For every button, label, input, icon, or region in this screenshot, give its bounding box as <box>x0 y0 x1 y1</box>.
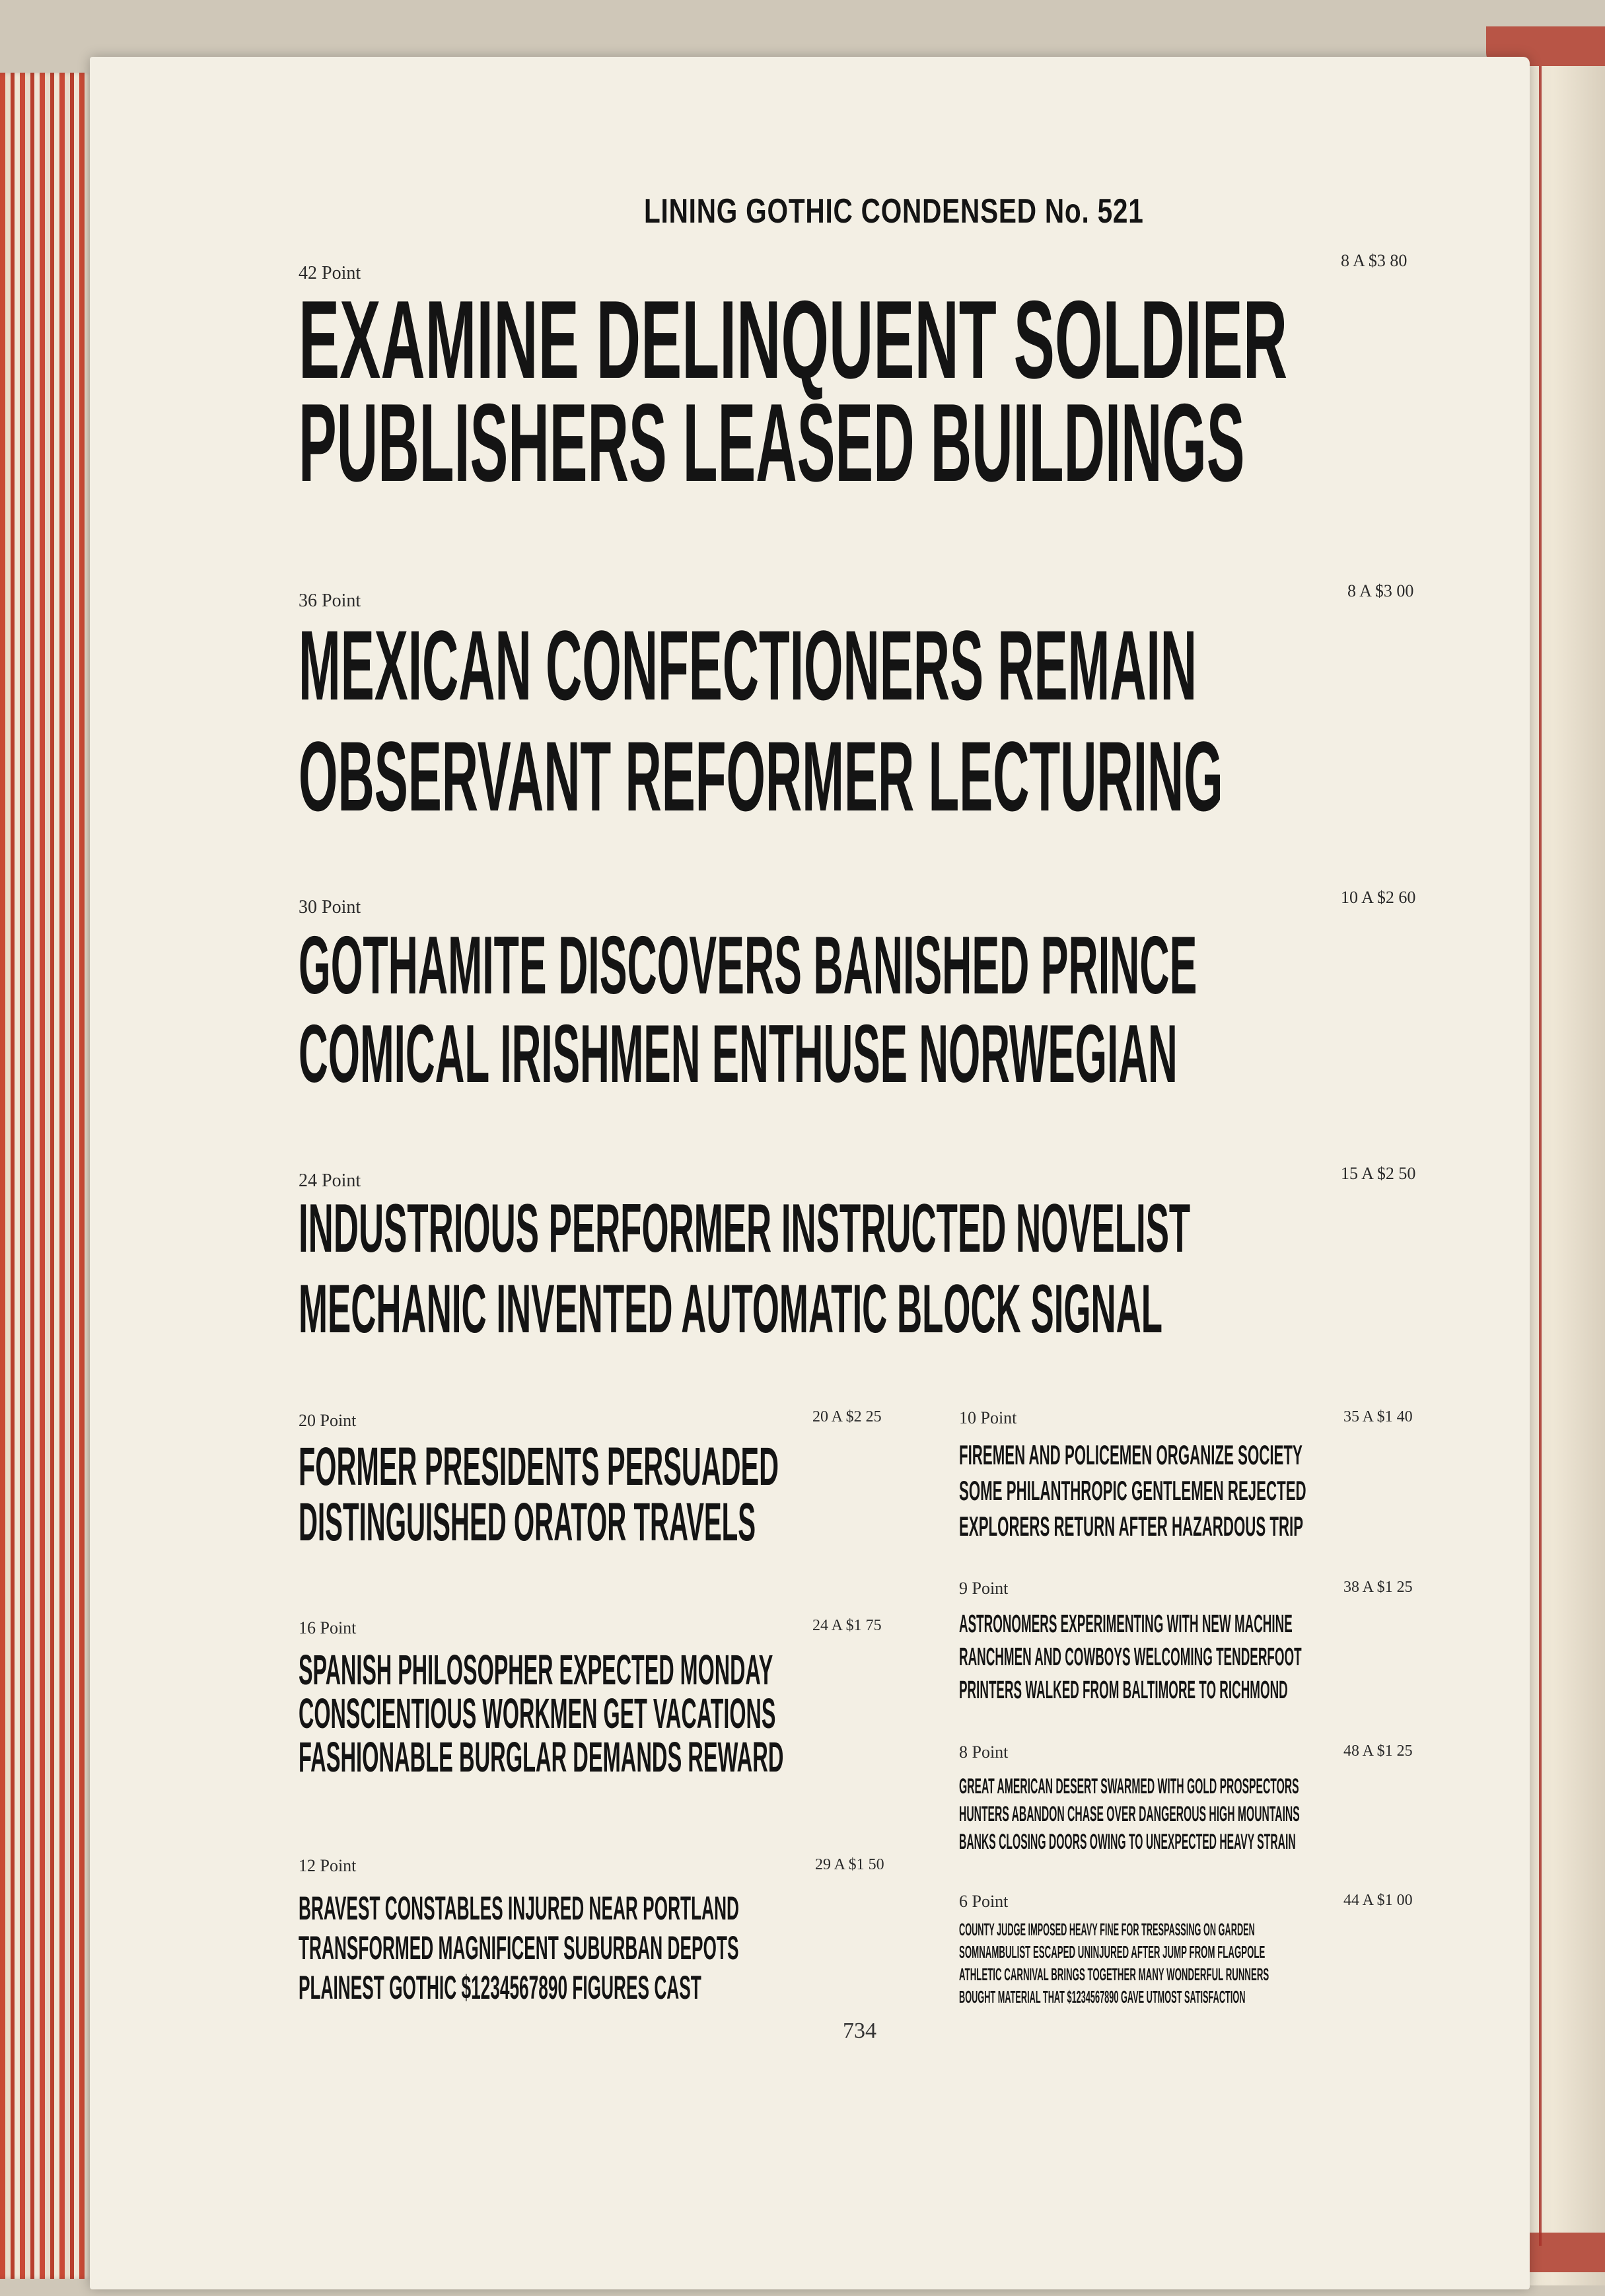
specimen-line: PRINTERS WALKED FROM BALTIMORE TO RICHMOND <box>959 1676 1288 1704</box>
size-label: 8 Point <box>959 1742 1009 1762</box>
page-title: LINING GOTHIC CONDENSED No. 521 <box>644 192 1144 231</box>
page-number: 734 <box>843 2019 876 2043</box>
price-label: 8 A $3 00 <box>1347 581 1414 600</box>
specimen-line: GOTHAMITE DISCOVERS BANISHED PRINCE <box>299 920 1197 1011</box>
size-label: 6 Point <box>959 1892 1009 1911</box>
specimen-line: MEXICAN CONFECTIONERS REMAIN <box>299 610 1197 721</box>
specimen-line: COUNTY JUDGE IMPOSED HEAVY FINE FOR TRESPASSING ON GARDEN <box>959 1919 1255 1939</box>
price-label: 48 A $1 25 <box>1343 1742 1413 1760</box>
specimen-8pt <box>959 1776 1605 1852</box>
specimen-line: FIREMEN AND POLICEMEN ORGANIZE SOCIETY <box>959 1439 1302 1470</box>
specimen-line: INDUSTRIOUS PERFORMER INSTRUCTED NOVELIST <box>299 1190 1191 1267</box>
specimen-line: RANCHMEN AND COWBOYS WELCOMING TENDERFOOT <box>959 1643 1302 1671</box>
specimen-line: BOUGHT MATERIAL THAT $1234567890 GAVE UTMOST SATISFACTION <box>959 1987 1246 2007</box>
specimen-line: MECHANIC INVENTED AUTOMATIC BLOCK SIGNAL <box>299 1271 1163 1347</box>
specimen-line: CONSCIENTIOUS WORKMEN GET VACATIONS <box>299 1690 776 1737</box>
size-label: 30 Point <box>299 897 361 917</box>
specimen-line: OBSERVANT REFORMER LECTURING <box>299 721 1223 832</box>
specimen-line: COMICAL IRISHMEN ENTHUSE NORWEGIAN <box>299 1009 1178 1100</box>
specimen-line: ATHLETIC CARNIVAL BRINGS TOGETHER MANY WONDERFUL RUNNERS <box>959 1964 1269 1984</box>
specimen-line: PLAINEST GOTHIC $1234567890 FIGURES CAST <box>299 1969 701 2006</box>
size-label: 42 Point <box>299 263 361 283</box>
specimen-line: DISTINGUISHED ORATOR TRAVELS <box>299 1492 756 1552</box>
price-label: 44 A $1 00 <box>1343 1892 1413 1909</box>
specimen-line: BANKS CLOSING DOORS OWING TO UNEXPECTED HEAVY STRAIN <box>959 1830 1296 1853</box>
specimen-line: SPANISH PHILOSOPHER EXPECTED MONDAY <box>299 1646 773 1694</box>
specimen-30pt <box>299 920 1605 1100</box>
size-label: 10 Point <box>959 1408 1017 1427</box>
specimen-line: ASTRONOMERS EXPERIMENTING WITH NEW MACHINE <box>959 1610 1293 1638</box>
specimen-6pt <box>959 1921 1567 2005</box>
size-label: 24 Point <box>299 1170 361 1191</box>
specimen-9pt <box>959 1612 1605 1703</box>
price-label: 10 A $2 60 <box>1341 888 1416 907</box>
specimen-24pt <box>299 1190 1605 1347</box>
specimen-line: BRAVEST CONSTABLES INJURED NEAR PORTLAND <box>299 1890 739 1927</box>
price-label: 20 A $2 25 <box>812 1408 882 1425</box>
specimen-line: EXAMINE DELINQUENT SOLDIER <box>299 277 1288 402</box>
price-label: 35 A $1 40 <box>1343 1408 1413 1425</box>
specimen-36pt <box>299 610 1605 832</box>
specimen-42pt <box>299 277 1605 505</box>
specimen-line: SOMNAMBULIST ESCAPED UNINJURED AFTER JUMP FROM FLAGPOLE <box>959 1942 1266 1962</box>
price-label: 15 A $2 50 <box>1341 1164 1416 1183</box>
book-edge-stripes <box>0 73 92 2279</box>
specimen-line: EXPLORERS RETURN AFTER HAZARDOUS TRIP <box>959 1511 1304 1542</box>
specimen-line: TRANSFORMED MAGNIFICENT SUBURBAN DEPOTS <box>299 1929 739 1966</box>
size-label: 9 Point <box>959 1579 1009 1598</box>
size-label: 36 Point <box>299 591 361 611</box>
specimen-10pt <box>959 1441 1605 1540</box>
size-label: 12 Point <box>299 1856 357 1875</box>
price-label: 24 A $1 75 <box>812 1617 882 1634</box>
size-label: 20 Point <box>299 1411 357 1430</box>
specimen-line: HUNTERS ABANDON CHASE OVER DANGEROUS HIGH MOUNTAINS <box>959 1802 1300 1826</box>
specimen-line: PUBLISHERS LEASED BUILDINGS <box>299 380 1245 505</box>
size-label: 16 Point <box>299 1618 357 1637</box>
specimen-line: GREAT AMERICAN DESERT SWARMED WITH GOLD PROSPECTORS <box>959 1774 1299 1798</box>
price-label: 29 A $1 50 <box>815 1856 884 1873</box>
specimen-line: FORMER PRESIDENTS PERSUADED <box>299 1437 779 1497</box>
specimen-line: FASHIONABLE BURGLAR DEMANDS REWARD <box>299 1733 784 1781</box>
price-label: 8 A $3 80 <box>1341 251 1408 270</box>
price-label: 38 A $1 25 <box>1343 1579 1413 1596</box>
specimen-line: SOME PHILANTHROPIC GENTLEMEN REJECTED <box>959 1475 1306 1506</box>
